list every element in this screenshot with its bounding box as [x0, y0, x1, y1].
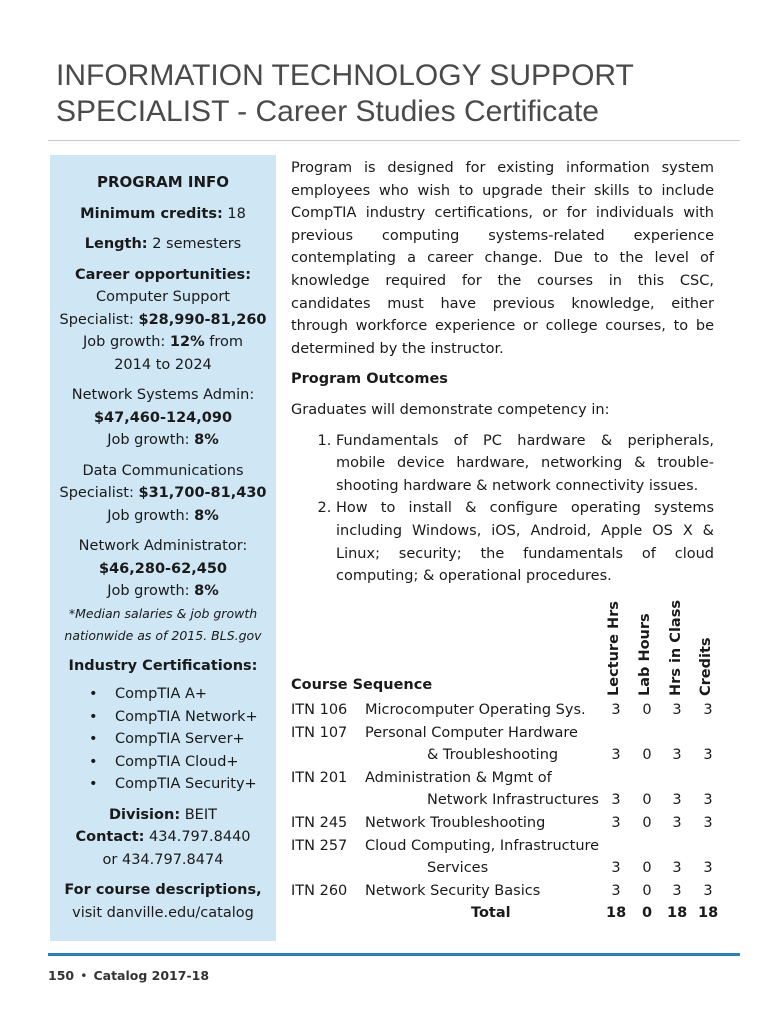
- course-descriptions: [58, 879, 268, 924]
- lecture-hrs: 3: [611, 882, 621, 899]
- col-lab-hours: Lab Hours: [637, 613, 653, 696]
- hrs-in-class: 3: [672, 792, 682, 809]
- table-row-cont: [291, 789, 731, 812]
- min-credits-value: 18: [222, 205, 246, 222]
- career3-title-cont: Specialist:: [59, 485, 139, 501]
- lab-hours: 0: [642, 882, 652, 899]
- course-title-cont: Services: [427, 860, 489, 877]
- lecture-hrs: 3: [611, 814, 621, 831]
- credits: 3: [703, 702, 713, 718]
- career4: [58, 535, 268, 603]
- list-item: [58, 728, 268, 751]
- table-row-cont: [291, 744, 731, 767]
- career1-years: 2014 to 2024: [114, 356, 212, 373]
- career3-salary: $31,700-81,430: [138, 485, 267, 501]
- contact: [58, 826, 268, 871]
- length-label: Length:: [84, 236, 148, 252]
- career1-growth: 12%: [169, 334, 205, 350]
- cert-label: CompTIA Security+: [115, 776, 257, 792]
- certs-heading-text: Industry Certifications:: [68, 657, 258, 674]
- table-row: [291, 880, 731, 903]
- credits: 3: [703, 882, 713, 899]
- min-credits-label: Minimum credits:: [80, 205, 223, 222]
- contact-label: Contact:: [75, 829, 145, 845]
- page-title-line1: INFORMATION TECHNOLOGY SUPPORT: [56, 59, 634, 92]
- lab-hours: 0: [642, 814, 652, 831]
- outcomes-list: [291, 430, 714, 588]
- bullet-icon: •: [89, 708, 98, 725]
- table-row: [291, 767, 731, 790]
- hrs-in-class: 3: [672, 814, 682, 831]
- lecture-hrs: 3: [611, 860, 621, 877]
- total-hrs-in-class: 18: [667, 905, 688, 922]
- bullet-icon: •: [89, 753, 98, 770]
- hrs-in-class: 3: [672, 882, 682, 899]
- col-lecture-hrs: Lecture Hrs: [606, 601, 622, 696]
- course-title: Network Security Basics: [365, 882, 541, 899]
- cert-label: CompTIA Network+: [115, 708, 258, 725]
- program-info-sidebar: [50, 155, 276, 941]
- salary-note-line2: nationwide as of 2015. BLS.gov: [64, 627, 262, 643]
- hrs-in-class: 3: [672, 747, 682, 764]
- certs-list: [58, 683, 268, 796]
- bullet-icon: •: [89, 731, 98, 747]
- salary-note-line1: *Median salaries & job growth: [68, 605, 258, 621]
- division-value: BEIT: [180, 806, 217, 823]
- outcomes-intro: Graduates will demonstrate competency in:: [291, 401, 610, 418]
- table-row: [291, 722, 731, 745]
- hrs-in-class: 3: [672, 702, 682, 718]
- program-info-heading: PROGRAM INFO: [96, 173, 230, 191]
- contact-phone: 434.797.8440: [144, 829, 251, 845]
- lab-hours: 0: [642, 792, 652, 809]
- lecture-hrs: 3: [611, 792, 621, 809]
- course-desc-label: For course descriptions,: [64, 882, 262, 898]
- lab-hours: 0: [642, 860, 652, 877]
- page-title: [56, 58, 736, 130]
- course-title: Cloud Computing, Infrastructure: [365, 837, 600, 854]
- course-code: ITN 260: [291, 882, 348, 899]
- list-item: 2. How to install & configure operating systems including Windows, iOS, Android, Apple OS X & Linux; security; the fundamentals of cloud computing; & operational procedures.: [336, 497, 714, 587]
- career3-title: Data Communications: [82, 462, 244, 479]
- page-title-line2: SPECIALIST - Career Studies Certificate: [56, 95, 599, 128]
- course-code: ITN 106: [291, 702, 348, 718]
- total-credits: 18: [698, 905, 719, 922]
- career1-title-cont: Specialist:: [59, 311, 139, 328]
- career-label: Career opportunities:: [75, 266, 251, 283]
- lab-hours: 0: [642, 702, 652, 718]
- course-title-cont: Network Infrastructures: [427, 792, 599, 809]
- cert-label: CompTIA Server+: [115, 731, 245, 747]
- catalog-label: Catalog 2017-18: [93, 968, 210, 983]
- career1-growth-suffix: from: [204, 334, 243, 350]
- course-title: Administration & Mgmt of: [365, 769, 552, 786]
- total-row: [291, 902, 731, 925]
- credits: 3: [703, 860, 713, 877]
- career3-growth: 8%: [194, 507, 219, 524]
- table-row: [291, 699, 731, 722]
- page-number: 150: [48, 968, 75, 983]
- career4-title: Network Administrator:: [78, 538, 248, 554]
- career3: [58, 460, 268, 528]
- career1-title: Computer Support: [95, 289, 230, 305]
- course-title: Personal Computer Hardware: [365, 724, 578, 741]
- list-item: [58, 683, 268, 706]
- footer-divider: [48, 953, 740, 956]
- career2-title: Network Systems Admin:: [71, 387, 255, 403]
- course-code: ITN 257: [291, 837, 348, 854]
- career2-growth: 8%: [194, 432, 219, 448]
- contact-phone-alt: or 434.797.8474: [102, 851, 224, 868]
- career1-salary: $28,990-81,260: [138, 311, 267, 328]
- career3-growth-label: Job growth:: [107, 507, 195, 524]
- outcomes-heading: Program Outcomes: [291, 371, 448, 388]
- page-footer: [48, 968, 209, 983]
- credits: 3: [703, 814, 713, 831]
- list-item: [58, 706, 268, 729]
- certs-heading: [58, 655, 268, 678]
- length-value: 2 semesters: [147, 236, 242, 252]
- hrs-in-class: 3: [672, 860, 682, 877]
- table-row: [291, 812, 731, 835]
- bullet-icon: •: [89, 776, 98, 792]
- separator-icon: •: [80, 968, 88, 983]
- total-lab-hours: 0: [641, 905, 653, 922]
- career-opportunities: [58, 264, 268, 377]
- length: [58, 233, 268, 256]
- table-row: [291, 835, 731, 858]
- credits: 3: [703, 792, 713, 809]
- lecture-hrs: 3: [611, 702, 621, 718]
- course-title: Network Troubleshooting: [365, 814, 546, 831]
- list-item: 1. Fundamentals of PC hardware & peripherals, mobile device hardware, networking & trouble-shooting hardware & network connectivity issues.: [336, 430, 714, 498]
- bullet-icon: •: [89, 686, 98, 702]
- list-item: [58, 773, 268, 796]
- list-item: [58, 751, 268, 774]
- course-rows: [291, 699, 731, 925]
- lecture-hrs: 3: [611, 747, 621, 764]
- total-label: Total: [471, 905, 511, 922]
- min-credits: [58, 203, 268, 226]
- course-title-cont: & Troubleshooting: [427, 747, 559, 764]
- col-credits: Credits: [698, 637, 714, 696]
- program-description: [291, 157, 714, 588]
- career2: [58, 384, 268, 452]
- career2-salary: $47,460-124,090: [93, 409, 233, 426]
- cert-label: CompTIA A+: [115, 686, 208, 702]
- division: [58, 804, 268, 827]
- cert-label: CompTIA Cloud+: [115, 753, 239, 770]
- career4-salary: $46,280-62,450: [98, 560, 227, 577]
- division-label: Division:: [109, 806, 181, 823]
- course-code: ITN 245: [291, 814, 348, 831]
- course-desc-link[interactable]: visit danville.edu/catalog: [72, 904, 254, 921]
- course-code: ITN 107: [291, 724, 348, 741]
- lab-hours: 0: [642, 747, 652, 764]
- career4-growth-label: Job growth:: [107, 583, 195, 599]
- title-divider: [48, 140, 740, 141]
- total-lecture-hrs: 18: [606, 905, 627, 922]
- course-sequence-heading: Course Sequence: [291, 677, 433, 693]
- career1-growth-label: Job growth:: [83, 334, 170, 350]
- description-text: Program is designed for existing information system employees who wish to upgrade their skills to include CompTIA industry certifications, or for individuals with previous computing systems-related experience contemplating a career change. Due to the level of knowledge required for the courses in this CSC, candidates must have previous knowledge, either through workforce experience or college courses, to be determined by the instructor.: [291, 160, 714, 357]
- col-hrs-in-class: Hrs in Class: [668, 600, 684, 696]
- course-title: Microcomputer Operating Sys.: [365, 702, 586, 718]
- career4-growth: 8%: [194, 583, 219, 599]
- career2-growth-label: Job growth:: [107, 432, 195, 448]
- credits: 3: [703, 747, 713, 764]
- table-row-cont: [291, 857, 731, 880]
- course-code: ITN 201: [291, 769, 348, 786]
- salary-note: [58, 603, 268, 647]
